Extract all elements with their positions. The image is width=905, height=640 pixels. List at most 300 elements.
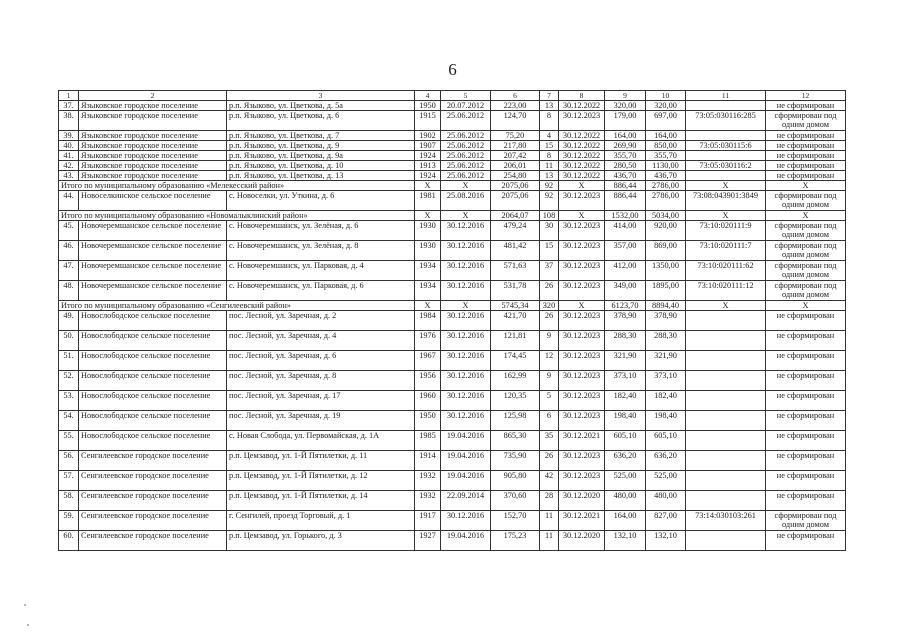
date-cell: 30.12.2016: [441, 511, 491, 531]
value-cell: 182,40: [646, 391, 686, 411]
deadline-cell: 30.12.2023: [559, 111, 605, 131]
deadline-cell: 30.12.2023: [559, 191, 605, 211]
address-cell: р.п. Цемзавод, ул. 1-Й Пятилетки, д. 12: [227, 471, 415, 491]
count-cell: 11: [540, 511, 559, 531]
row-number: 51.: [59, 351, 79, 371]
column-header: 2: [79, 91, 227, 101]
address-cell: пос. Лесной, ул. Заречная, д. 6: [227, 351, 415, 371]
row-number: 49.: [59, 311, 79, 331]
total-date-cell: X: [441, 211, 491, 221]
total-value-cell: 6123,70: [605, 301, 646, 311]
count-cell: 37: [540, 261, 559, 281]
cadastre-cell: [686, 471, 766, 491]
count-cell: 4: [540, 131, 559, 141]
status-cell: не сформирован: [766, 151, 846, 161]
date-cell: 19.04.2016: [441, 471, 491, 491]
deadline-cell: 30.12.2023: [559, 371, 605, 391]
total-row: [59, 301, 846, 311]
row-number: 54.: [59, 411, 79, 431]
table-row: [59, 101, 846, 111]
cadastre-cell: 73:10:020111:9: [686, 221, 766, 241]
row-number: 48.: [59, 281, 79, 301]
value-cell: 605,10: [646, 431, 686, 451]
count-cell: 11: [540, 161, 559, 171]
cadastre-cell: [686, 331, 766, 351]
row-number: 59.: [59, 511, 79, 531]
address-cell: пос. Лесной, ул. Заречная, д. 2: [227, 311, 415, 331]
deadline-cell: 30.12.2020: [559, 491, 605, 511]
status-cell: не сформирован: [766, 141, 846, 151]
total-value-cell: 1532,00: [605, 211, 646, 221]
value-cell: 349,00: [605, 281, 646, 301]
count-cell: 12: [540, 351, 559, 371]
row-number: 41.: [59, 151, 79, 161]
settlement-cell: Новочеремшанское сельское поселение: [79, 261, 227, 281]
value-cell: 2786,00: [646, 191, 686, 211]
address-cell: с. Новая Слобода, ул. Первомайская, д. 1А: [227, 431, 415, 451]
area-cell: 421,70: [491, 311, 540, 331]
value-cell: 164,00: [646, 131, 686, 141]
year-cell: 1976: [415, 331, 441, 351]
date-cell: 30.12.2016: [441, 411, 491, 431]
value-cell: 697,00: [646, 111, 686, 131]
value-cell: 920,00: [646, 221, 686, 241]
address-cell: с. Новочеремшанск, ул. Зелёная, д. 8: [227, 241, 415, 261]
year-cell: 1956: [415, 371, 441, 391]
status-cell: не сформирован: [766, 101, 846, 111]
table-row: [59, 491, 846, 511]
address-cell: р.п. Языково, ул. Цветкова, д. 9а: [227, 151, 415, 161]
status-cell: не сформирован: [766, 351, 846, 371]
address-cell: пос. Лесной, ул. Заречная, д. 17: [227, 391, 415, 411]
status-cell: не сформирован: [766, 131, 846, 141]
row-number: 60.: [59, 531, 79, 551]
date-cell: 30.12.2016: [441, 221, 491, 241]
cadastre-cell: [686, 101, 766, 111]
value-cell: 1350,00: [646, 261, 686, 281]
date-cell: 25.06.2012: [441, 151, 491, 161]
value-cell: 1130,00: [646, 161, 686, 171]
settlement-cell: Сенгилеевское городское поселение: [79, 511, 227, 531]
total-row: [59, 211, 846, 221]
date-cell: 22.09.2014: [441, 491, 491, 511]
area-cell: 905,80: [491, 471, 540, 491]
cadastre-cell: 73:05:030116:2: [686, 161, 766, 171]
row-number: 50.: [59, 331, 79, 351]
area-cell: 254,80: [491, 171, 540, 181]
cadastre-cell: 73:10:020111:62: [686, 261, 766, 281]
column-header: 4: [415, 91, 441, 101]
table-row: [59, 331, 846, 351]
cadastre-cell: [686, 151, 766, 161]
deadline-cell: 30.12.2023: [559, 451, 605, 471]
status-cell: сформирован под одним домом: [766, 191, 846, 211]
total-deadline-cell: X: [559, 181, 605, 191]
address-cell: с. Новочеремшанск, ул. Парковая, д. 6: [227, 281, 415, 301]
value-cell: 280,50: [605, 161, 646, 171]
row-number: 38.: [59, 111, 79, 131]
value-cell: 373,10: [646, 371, 686, 391]
deadline-cell: 30.12.2023: [559, 351, 605, 371]
value-cell: 320,00: [646, 101, 686, 111]
table-row: [59, 111, 846, 131]
deadline-cell: 30.12.2023: [559, 471, 605, 491]
area-cell: 175,23: [491, 531, 540, 551]
address-cell: р.п. Языково, ул. Цветкова, д. 13: [227, 171, 415, 181]
date-cell: 30.12.2016: [441, 371, 491, 391]
deadline-cell: 30.12.2023: [559, 281, 605, 301]
cadastre-cell: [686, 371, 766, 391]
cadastre-cell: 73:10:020111:12: [686, 281, 766, 301]
status-cell: не сформирован: [766, 451, 846, 471]
count-cell: 92: [540, 191, 559, 211]
value-cell: 636,20: [605, 451, 646, 471]
date-cell: 30.12.2016: [441, 351, 491, 371]
deadline-cell: 30.12.2020: [559, 531, 605, 551]
table-row: [59, 281, 846, 301]
value-cell: 525,00: [605, 471, 646, 491]
year-cell: 1985: [415, 431, 441, 451]
value-cell: 321,90: [605, 351, 646, 371]
status-cell: не сформирован: [766, 331, 846, 351]
total-value-cell: 8894,40: [646, 301, 686, 311]
year-cell: 1917: [415, 511, 441, 531]
settlement-cell: Сенгилеевское городское поселение: [79, 531, 227, 551]
year-cell: 1924: [415, 151, 441, 161]
settlement-cell: Новослободское сельское поселение: [79, 331, 227, 351]
settlement-cell: Новоселкинское сельское поселение: [79, 191, 227, 211]
value-cell: 179,00: [605, 111, 646, 131]
year-cell: 1932: [415, 491, 441, 511]
value-cell: 378,90: [605, 311, 646, 331]
address-cell: р.п. Цемзавод, ул. Горького, д. 3: [227, 531, 415, 551]
value-cell: 321,90: [646, 351, 686, 371]
cadastre-cell: [686, 131, 766, 141]
deadline-cell: 30.12.2023: [559, 221, 605, 241]
column-header: 11: [686, 91, 766, 101]
year-cell: 1932: [415, 471, 441, 491]
date-cell: 19.04.2016: [441, 431, 491, 451]
address-cell: р.п. Языково, ул. Цветкова, д. 7: [227, 131, 415, 141]
table-row: [59, 221, 846, 241]
table-row: [59, 391, 846, 411]
row-number: 52.: [59, 371, 79, 391]
cadastre-cell: 73:05:030116:285: [686, 111, 766, 131]
status-cell: не сформирован: [766, 411, 846, 431]
date-cell: 25.06.2012: [441, 141, 491, 151]
year-cell: 1967: [415, 351, 441, 371]
count-cell: 26: [540, 451, 559, 471]
row-number: 44.: [59, 191, 79, 211]
deadline-cell: 30.12.2021: [559, 511, 605, 531]
settlement-cell: Новослободское сельское поселение: [79, 371, 227, 391]
total-status-cell: X: [766, 181, 846, 191]
date-cell: 30.12.2016: [441, 241, 491, 261]
value-cell: 288,30: [605, 331, 646, 351]
table-row: [59, 131, 846, 141]
deadline-cell: 30.12.2023: [559, 311, 605, 331]
address-cell: р.п. Языково, ул. Цветкова, д. 9: [227, 141, 415, 151]
total-deadline-cell: X: [559, 301, 605, 311]
date-cell: 30.12.2016: [441, 261, 491, 281]
year-cell: 1902: [415, 131, 441, 141]
value-cell: 182,40: [605, 391, 646, 411]
area-cell: 735,90: [491, 451, 540, 471]
total-date-cell: X: [441, 301, 491, 311]
total-count-cell: 92: [540, 181, 559, 191]
settlement-cell: Сенгилеевское городское поселение: [79, 471, 227, 491]
count-cell: 35: [540, 431, 559, 451]
settlement-cell: Новослободское сельское поселение: [79, 351, 227, 371]
status-cell: сформирован под одним домом: [766, 111, 846, 131]
deadline-cell: 30.12.2022: [559, 171, 605, 181]
value-cell: 164,00: [605, 511, 646, 531]
area-cell: 217,80: [491, 141, 540, 151]
row-number: 46.: [59, 241, 79, 261]
count-cell: 13: [540, 101, 559, 111]
status-cell: сформирован под одним домом: [766, 511, 846, 531]
area-cell: 162,99: [491, 371, 540, 391]
table-row: [59, 161, 846, 171]
settlement-cell: Сенгилеевское городское поселение: [79, 451, 227, 471]
value-cell: 869,00: [646, 241, 686, 261]
table-row: [59, 431, 846, 451]
year-cell: 1915: [415, 111, 441, 131]
cadastre-cell: 73:14:030103:261: [686, 511, 766, 531]
deadline-cell: 30.12.2023: [559, 261, 605, 281]
year-cell: 1927: [415, 531, 441, 551]
year-cell: 1913: [415, 161, 441, 171]
year-cell: 1981: [415, 191, 441, 211]
cadastre-cell: 73:05:030115:6: [686, 141, 766, 151]
table-row: [59, 511, 846, 531]
total-count-cell: 320: [540, 301, 559, 311]
status-cell: не сформирован: [766, 391, 846, 411]
value-cell: 414,00: [605, 221, 646, 241]
date-cell: 30.12.2016: [441, 281, 491, 301]
count-cell: 26: [540, 281, 559, 301]
year-cell: 1914: [415, 451, 441, 471]
value-cell: 357,00: [605, 241, 646, 261]
status-cell: сформирован под одним домом: [766, 241, 846, 261]
date-cell: 20.07.2012: [441, 101, 491, 111]
value-cell: 412,00: [605, 261, 646, 281]
table-row: [59, 471, 846, 491]
settlement-cell: Новослободское сельское поселение: [79, 311, 227, 331]
row-number: 43.: [59, 171, 79, 181]
value-cell: 605,10: [605, 431, 646, 451]
year-cell: 1934: [415, 281, 441, 301]
column-header: 5: [441, 91, 491, 101]
row-number: 45.: [59, 221, 79, 241]
count-cell: 6: [540, 411, 559, 431]
count-cell: 5: [540, 391, 559, 411]
deadline-cell: 30.12.2022: [559, 161, 605, 171]
area-cell: 481,42: [491, 241, 540, 261]
row-number: 55.: [59, 431, 79, 451]
deadline-cell: 30.12.2023: [559, 331, 605, 351]
total-label: Итого по муниципальному образованию «Мелекесский район»: [59, 181, 415, 191]
area-cell: 120,35: [491, 391, 540, 411]
date-cell: 25.06.2012: [441, 171, 491, 181]
total-value-cell: 886,44: [605, 181, 646, 191]
date-cell: 30.12.2016: [441, 311, 491, 331]
total-value-cell: 5034,00: [646, 211, 686, 221]
deadline-cell: 30.12.2022: [559, 131, 605, 141]
count-cell: 8: [540, 111, 559, 131]
count-cell: 9: [540, 331, 559, 351]
date-cell: 19.04.2016: [441, 451, 491, 471]
total-date-cell: X: [441, 181, 491, 191]
year-cell: 1984: [415, 311, 441, 331]
settlement-cell: Языковское городское поселение: [79, 151, 227, 161]
deadline-cell: 30.12.2023: [559, 241, 605, 261]
area-cell: 124,70: [491, 111, 540, 131]
housing-table: [58, 90, 846, 551]
total-count-cell: 108: [540, 211, 559, 221]
year-cell: 1950: [415, 411, 441, 431]
table-row: [59, 371, 846, 391]
total-label: Итого по муниципальному образованию «Новомалыклинский район»: [59, 211, 415, 221]
cadastre-cell: [686, 171, 766, 181]
settlement-cell: Сенгилеевское городское поселение: [79, 491, 227, 511]
table-row: [59, 151, 846, 161]
total-area-cell: 2064,07: [491, 211, 540, 221]
value-cell: 164,00: [605, 131, 646, 141]
row-number: 39.: [59, 131, 79, 141]
cadastre-cell: [686, 431, 766, 451]
cadastre-cell: [686, 491, 766, 511]
year-cell: 1960: [415, 391, 441, 411]
column-header: 1: [59, 91, 79, 101]
area-cell: 223,00: [491, 101, 540, 111]
value-cell: 355,70: [646, 151, 686, 161]
row-number: 40.: [59, 141, 79, 151]
table-row: [59, 191, 846, 211]
total-row: [59, 181, 846, 191]
count-cell: 8: [540, 151, 559, 161]
row-number: 57.: [59, 471, 79, 491]
address-cell: с. Новоселки, ул. Уткина, д. 6: [227, 191, 415, 211]
settlement-cell: Новочеремшанское сельское поселение: [79, 241, 227, 261]
total-value-cell: 2786,00: [646, 181, 686, 191]
scan-artifact: [27, 624, 29, 626]
table-row: [59, 531, 846, 551]
column-header: 6: [491, 91, 540, 101]
deadline-cell: 30.12.2022: [559, 151, 605, 161]
year-cell: 1907: [415, 141, 441, 151]
table-row: [59, 171, 846, 181]
cadastre-cell: 73:08:043901:3849: [686, 191, 766, 211]
value-cell: 436,70: [605, 171, 646, 181]
value-cell: 1895,00: [646, 281, 686, 301]
area-cell: 75,20: [491, 131, 540, 141]
deadline-cell: 30.12.2021: [559, 431, 605, 451]
status-cell: сформирован под одним домом: [766, 261, 846, 281]
address-cell: пос. Лесной, ул. Заречная, д. 8: [227, 371, 415, 391]
year-cell: 1934: [415, 261, 441, 281]
table-row: [59, 261, 846, 281]
settlement-cell: Языковское городское поселение: [79, 161, 227, 171]
total-cadastre-cell: X: [686, 301, 766, 311]
status-cell: не сформирован: [766, 431, 846, 451]
deadline-cell: 30.12.2022: [559, 141, 605, 151]
value-cell: 827,00: [646, 511, 686, 531]
cadastre-cell: [686, 391, 766, 411]
settlement-cell: Языковское городское поселение: [79, 111, 227, 131]
settlement-cell: Языковское городское поселение: [79, 131, 227, 141]
column-header: 7: [540, 91, 559, 101]
year-cell: 1924: [415, 171, 441, 181]
cadastre-cell: [686, 531, 766, 551]
settlement-cell: Новослободское сельское поселение: [79, 391, 227, 411]
address-cell: г. Сенгилей, проезд Торговый, д. 1: [227, 511, 415, 531]
settlement-cell: Новочеремшанское сельское поселение: [79, 281, 227, 301]
date-cell: 25.06.2012: [441, 111, 491, 131]
count-cell: 15: [540, 241, 559, 261]
year-cell: 1930: [415, 221, 441, 241]
status-cell: сформирован под одним домом: [766, 221, 846, 241]
value-cell: 525,00: [646, 471, 686, 491]
cadastre-cell: [686, 451, 766, 471]
value-cell: 480,00: [646, 491, 686, 511]
count-cell: 26: [540, 311, 559, 331]
address-cell: р.п. Цемзавод, ул. 1-Й Пятилетки, д. 11: [227, 451, 415, 471]
page-number: 6: [448, 60, 457, 79]
table-row: [59, 141, 846, 151]
status-cell: не сформирован: [766, 491, 846, 511]
status-cell: не сформирован: [766, 171, 846, 181]
value-cell: 288,30: [646, 331, 686, 351]
column-header: 12: [766, 91, 846, 101]
area-cell: 370,60: [491, 491, 540, 511]
total-year-cell: X: [415, 301, 441, 311]
value-cell: 132,10: [646, 531, 686, 551]
value-cell: 198,40: [605, 411, 646, 431]
cadastre-cell: [686, 311, 766, 331]
count-cell: 13: [540, 171, 559, 181]
area-cell: 531,78: [491, 281, 540, 301]
value-cell: 355,70: [605, 151, 646, 161]
settlement-cell: Языковское городское поселение: [79, 171, 227, 181]
address-cell: пос. Лесной, ул. Заречная, д. 4: [227, 331, 415, 351]
address-cell: с. Новочеремшанск, ул. Зелёная, д. 6: [227, 221, 415, 241]
value-cell: 850,00: [646, 141, 686, 151]
column-header: 10: [646, 91, 686, 101]
total-label: Итого по муниципальному образованию «Сенгилеевский район»: [59, 301, 415, 311]
total-cadastre-cell: X: [686, 181, 766, 191]
table-row: [59, 241, 846, 261]
value-cell: 886,44: [605, 191, 646, 211]
table-row: [59, 451, 846, 471]
count-cell: 28: [540, 491, 559, 511]
status-cell: не сформирован: [766, 311, 846, 331]
value-cell: 198,40: [646, 411, 686, 431]
address-cell: р.п. Языково, ул. Цветкова, д. 6: [227, 111, 415, 131]
header-row: [59, 91, 846, 101]
address-cell: р.п. Языково, ул. Цветкова, д. 5а: [227, 101, 415, 111]
deadline-cell: 30.12.2023: [559, 411, 605, 431]
table-body: [59, 91, 846, 551]
status-cell: не сформирован: [766, 161, 846, 171]
row-number: 58.: [59, 491, 79, 511]
count-cell: 11: [540, 531, 559, 551]
total-year-cell: X: [415, 181, 441, 191]
count-cell: 30: [540, 221, 559, 241]
area-cell: 571,63: [491, 261, 540, 281]
total-area-cell: 2075,06: [491, 181, 540, 191]
value-cell: 320,00: [605, 101, 646, 111]
